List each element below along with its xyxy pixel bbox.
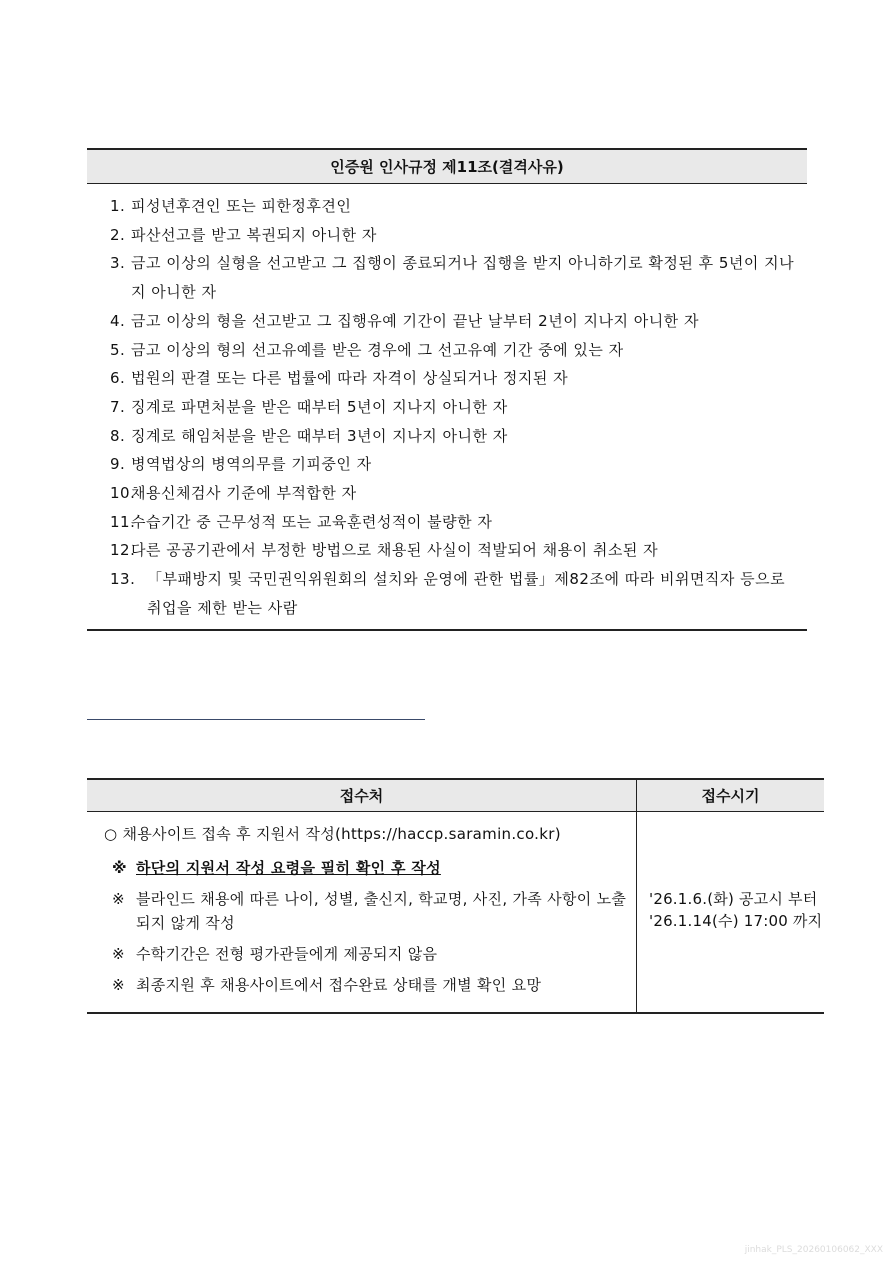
receiver-header: 접수처 — [87, 779, 637, 812]
note-item — [104, 887, 628, 935]
item-text: 법원의 판결 또는 다른 법률에 따라 자격이 상실되거나 정지된 자 — [131, 369, 569, 388]
item-number: 3. — [110, 254, 126, 273]
period-end: '26.1.14(수) 17:00 까지 — [649, 912, 823, 930]
disqualification-list-cell — [87, 184, 807, 630]
list-item — [87, 221, 807, 250]
item-text: 수습기간 중 근무성적 또는 교육훈련성적이 불량한 자 — [131, 512, 493, 531]
period-cell — [637, 812, 825, 1014]
list-item — [87, 336, 807, 365]
disqualification-list — [87, 192, 807, 623]
item-text: 징계로 해임처분을 받은 때부터 3년이 지나지 아니한 자 — [131, 426, 508, 445]
reference-mark: ※ — [112, 859, 127, 877]
list-item — [87, 249, 807, 306]
period-start: '26.1.6.(화) 공고시 부터 — [649, 890, 818, 908]
note-text: 최종지원 후 채용사이트에서 접수완료 상태를 개별 확인 요망 — [136, 976, 542, 994]
item-number: 12. — [110, 541, 136, 560]
note-text: 수학기간은 전형 평가관들에게 제공되지 않음 — [136, 945, 438, 963]
note-text: 하단의 지원서 작성 요령을 필히 확인 후 작성 — [136, 859, 441, 877]
item-text: 금고 이상의 실형을 선고받고 그 집행이 종료되거나 집행을 받지 아니하기로 확정된 후 5년이 지나지 아니한 자 — [131, 254, 795, 302]
note-item — [104, 856, 628, 880]
item-number: 6. — [110, 369, 126, 388]
disqualification-title: 인증원 인사규정 제11조(결격사유) — [87, 149, 807, 184]
item-text: 금고 이상의 형을 선고받고 그 집행유예 기간이 끝난 날부터 2년이 지나지 아니한 자 — [131, 311, 699, 330]
reference-mark: ※ — [112, 890, 125, 908]
list-item — [87, 364, 807, 393]
application-table — [87, 778, 824, 1014]
list-item — [87, 565, 807, 622]
period-header: 접수시기 — [637, 779, 825, 812]
item-text: 금고 이상의 형의 선고유예를 받은 경우에 그 선고유예 기간 중에 있는 자 — [131, 340, 624, 359]
note-item — [104, 973, 628, 997]
item-text: 파산선고를 받고 복권되지 아니한 자 — [131, 225, 377, 244]
watermark: jinhak_PLS_20260106062_XXX — [744, 1245, 883, 1255]
item-text: 다른 공공기관에서 부정한 방법으로 채용된 사실이 적발되어 채용이 취소된 자 — [131, 541, 659, 560]
item-number: 2. — [110, 225, 126, 244]
item-text: 「부패방지 및 국민권익위원회의 설치와 운영에 관한 법률」제82조에 따라 비위면직자 등으로 취업을 제한 받는 사람 — [147, 570, 786, 617]
item-number: 1. — [110, 197, 126, 215]
apply-instruction: ○ 채용사이트 접속 후 지원서 작성(https://haccp.saramin.co.kr) — [104, 825, 561, 843]
item-number: 11. — [110, 512, 136, 531]
reference-mark: ※ — [112, 945, 125, 963]
list-item — [87, 393, 807, 422]
item-number: 4. — [110, 311, 126, 330]
item-number: 9. — [110, 455, 126, 474]
list-item — [87, 479, 807, 508]
reference-mark: ※ — [112, 976, 125, 994]
item-text: 피성년후견인 또는 피한정후견인 — [131, 197, 352, 215]
receiver-cell — [87, 812, 637, 1014]
disqualification-table — [87, 148, 807, 631]
item-number: 7. — [110, 397, 126, 416]
list-item — [87, 422, 807, 451]
item-text: 징계로 파면처분을 받은 때부터 5년이 지나지 아니한 자 — [131, 397, 508, 416]
list-item — [87, 536, 807, 565]
list-item — [87, 192, 807, 221]
note-text: 블라인드 채용에 따른 나이, 성별, 출신지, 학교명, 사진, 가족 사항이 노출되지 않게 작성 — [136, 890, 627, 932]
item-number: 5. — [110, 340, 126, 359]
list-item — [87, 508, 807, 537]
item-number: 13. — [110, 570, 136, 589]
note-item — [104, 942, 628, 966]
section-divider — [87, 719, 425, 720]
item-text: 병역법상의 병역의무를 기피중인 자 — [131, 455, 372, 474]
item-number: 8. — [110, 426, 126, 445]
item-number: 10. — [110, 484, 136, 503]
list-item — [87, 307, 807, 336]
item-text: 채용신체검사 기준에 부적합한 자 — [131, 484, 357, 503]
list-item — [87, 450, 807, 479]
